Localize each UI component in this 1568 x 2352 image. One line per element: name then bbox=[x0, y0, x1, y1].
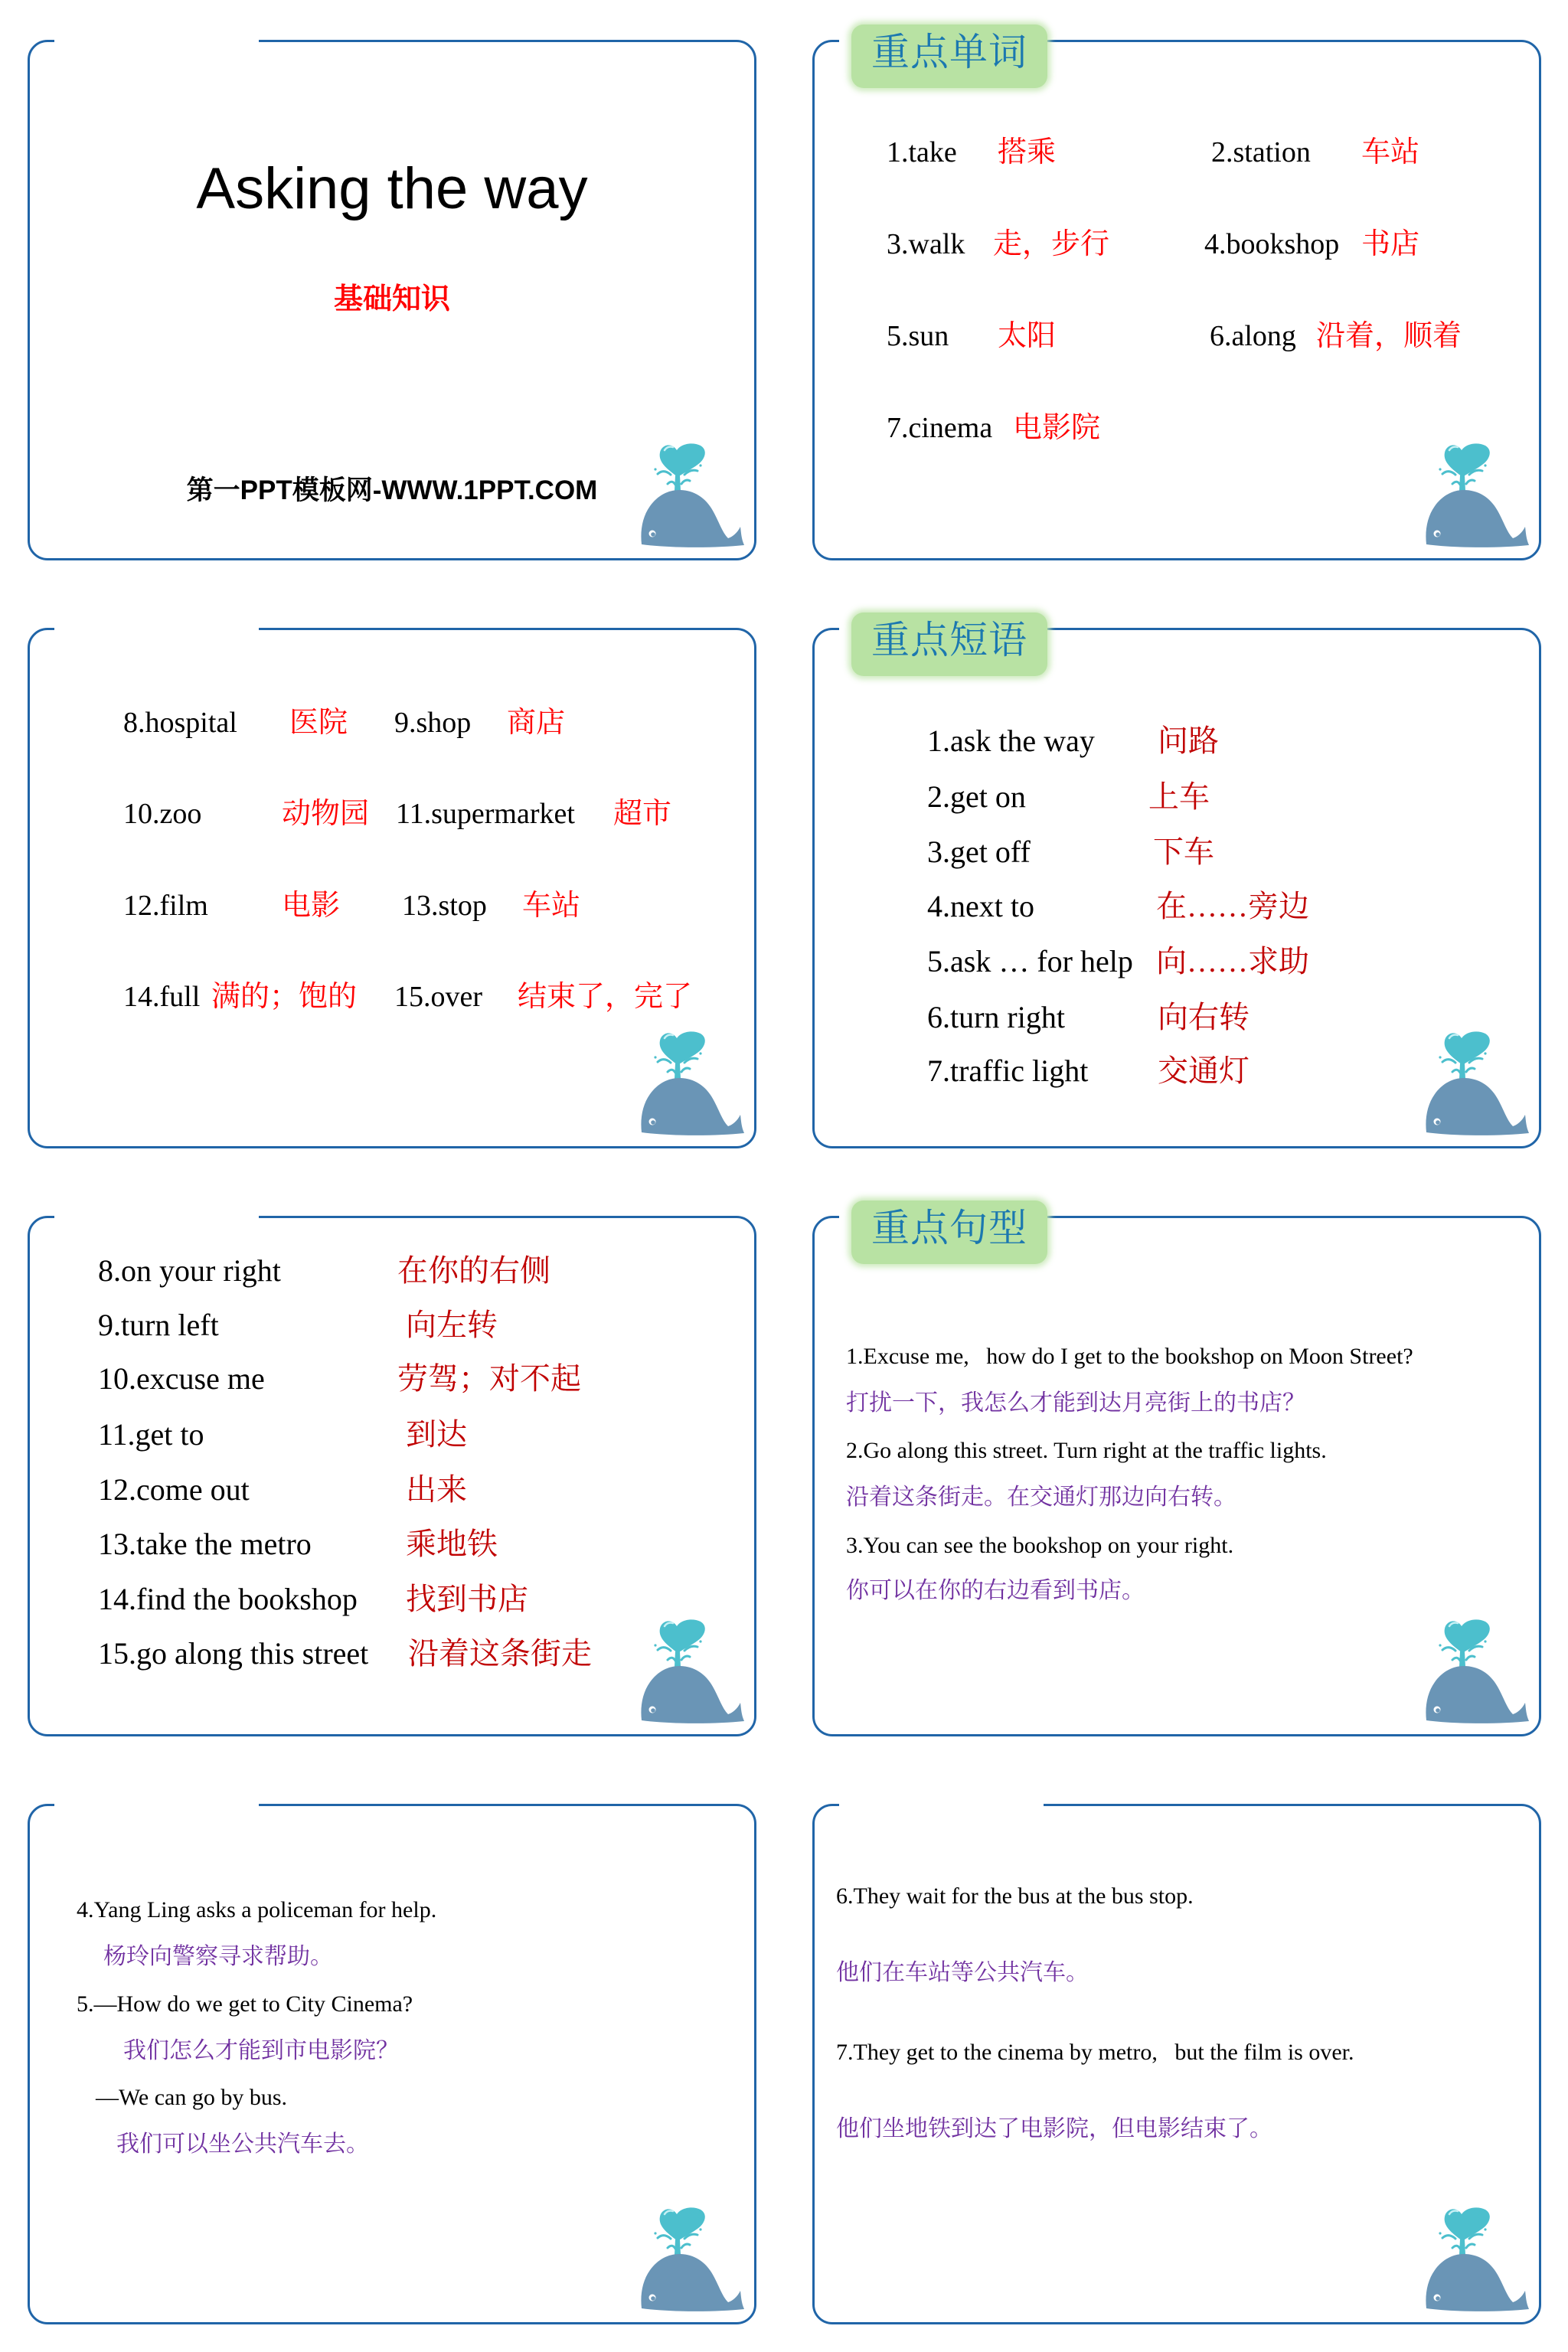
vocab-en: 12.film bbox=[123, 890, 208, 922]
phrase-zh: 在……旁边 bbox=[1156, 889, 1309, 923]
slide-key-sentences-3 bbox=[812, 1804, 1541, 2324]
phrase-zh: 向右转 bbox=[1158, 1000, 1250, 1034]
phrase-en: 5.ask … for help bbox=[927, 944, 1133, 978]
vocab-en: 8.hospital bbox=[123, 707, 237, 739]
sentence-zh: 我们可以坐公共汽车去。 bbox=[116, 2132, 369, 2157]
whale-icon bbox=[1424, 2204, 1531, 2319]
vocab-en: 14.full bbox=[123, 981, 201, 1013]
vocab-zh: 太阳 bbox=[998, 320, 1057, 352]
vocab-en: 11.supermarket bbox=[396, 798, 575, 830]
vocab-zh: 满的；饱的 bbox=[211, 981, 358, 1013]
slide-key-words-1 bbox=[812, 31, 1541, 560]
phrase-en: 13.take the metro bbox=[98, 1527, 312, 1561]
slide-key-phrases-2 bbox=[28, 1216, 756, 1736]
whale-icon bbox=[639, 1616, 746, 1731]
sentence-en: 4.Yang Ling asks a policeman for help. bbox=[77, 1897, 437, 1922]
frame-gap bbox=[54, 37, 259, 44]
slide-title bbox=[28, 40, 756, 560]
vocab-zh: 超市 bbox=[613, 798, 672, 830]
frame-gap bbox=[839, 1801, 1044, 1808]
phrase-en: 1.ask the way bbox=[927, 724, 1095, 758]
vocab-en: 7.cinema bbox=[887, 412, 993, 444]
vocab-en: 1.take bbox=[887, 136, 957, 168]
deck-title: Asking the way bbox=[196, 156, 588, 221]
frame-gap bbox=[54, 1213, 259, 1220]
slide-key-sentences-2 bbox=[28, 1804, 756, 2324]
whale-icon bbox=[639, 1028, 746, 1143]
sentence-zh: 他们在车站等公共汽车。 bbox=[836, 1960, 1089, 1985]
vocab-zh: 商店 bbox=[507, 707, 566, 739]
phrase-en: 3.get off bbox=[927, 835, 1031, 869]
phrase-zh: 上车 bbox=[1148, 779, 1210, 814]
phrase-zh: 乘地铁 bbox=[406, 1527, 498, 1561]
phrase-zh: 在你的右侧 bbox=[397, 1253, 550, 1288]
whale-icon bbox=[639, 440, 746, 555]
phrase-zh: 下车 bbox=[1153, 835, 1214, 869]
phrase-zh: 向……求助 bbox=[1156, 944, 1309, 978]
phrase-en: 14.find the bookshop bbox=[98, 1582, 358, 1616]
sentence-en: 3.You can see the bookshop on your right. bbox=[846, 1533, 1234, 1558]
sentence-en: 1.Excuse me, how do I get to the bookshop on Moon Street? bbox=[846, 1344, 1413, 1369]
vocab-zh: 动物园 bbox=[282, 798, 370, 830]
frame-gap bbox=[54, 625, 259, 632]
sentence-en: 2.Go along this street. Turn right at the traffic lights. bbox=[846, 1438, 1327, 1463]
vocab-zh: 电影院 bbox=[1013, 412, 1101, 444]
vocab-zh: 车站 bbox=[1361, 136, 1420, 168]
vocab-en: 6.along bbox=[1210, 320, 1296, 352]
phrase-en: 11.get to bbox=[98, 1417, 204, 1452]
sentence-zh: 杨玲向警察寻求帮助。 bbox=[103, 1944, 333, 1969]
slide-key-sentences-1 bbox=[812, 1207, 1541, 1736]
vocab-zh: 书店 bbox=[1361, 228, 1420, 260]
phrase-zh: 找到书店 bbox=[406, 1582, 528, 1616]
vocab-zh: 沿着，顺着 bbox=[1316, 320, 1462, 352]
vocab-en: 15.over bbox=[394, 981, 483, 1013]
vocab-en: 2.station bbox=[1211, 136, 1311, 168]
vocab-en: 4.bookshop bbox=[1204, 228, 1340, 260]
phrase-zh: 到达 bbox=[406, 1417, 467, 1452]
frame-gap bbox=[54, 1801, 259, 1808]
phrase-en: 12.come out bbox=[98, 1472, 250, 1507]
sentence-en: —We can go by bus. bbox=[96, 2085, 288, 2110]
sentence-zh: 你可以在你的右边看到书店。 bbox=[846, 1578, 1145, 1603]
vocab-en: 10.zoo bbox=[123, 798, 202, 830]
phrase-en: 4.next to bbox=[927, 889, 1034, 923]
phrase-zh: 沿着这条街走 bbox=[408, 1636, 592, 1671]
phrase-en: 6.turn right bbox=[927, 1000, 1065, 1034]
phrase-en: 7.traffic light bbox=[927, 1054, 1089, 1088]
phrase-en: 9.turn left bbox=[98, 1308, 219, 1342]
vocab-zh: 走，步行 bbox=[993, 228, 1110, 260]
deck-subtitle: 基础知识 bbox=[333, 283, 450, 315]
section-label: 重点句型 bbox=[851, 1200, 1047, 1264]
sentence-zh: 打扰一下，我怎么才能到达月亮街上的书店？ bbox=[846, 1390, 1305, 1416]
slide-key-phrases-1 bbox=[812, 619, 1541, 1148]
phrase-zh: 向左转 bbox=[406, 1308, 498, 1342]
phrase-en: 15.go along this street bbox=[98, 1636, 369, 1671]
phrase-en: 8.on your right bbox=[98, 1253, 281, 1288]
phrase-zh: 问路 bbox=[1158, 724, 1219, 758]
vocab-en: 9.shop bbox=[394, 707, 472, 739]
whale-icon bbox=[639, 2204, 746, 2319]
deck-footer: 第一PPT模板网-WWW.1PPT.COM bbox=[186, 475, 598, 505]
vocab-zh: 电影 bbox=[282, 890, 341, 922]
vocab-zh: 车站 bbox=[522, 890, 581, 922]
sentence-en: 7.They get to the cinema by metro, but the film is over. bbox=[836, 2040, 1354, 2065]
phrase-en: 2.get on bbox=[927, 779, 1026, 814]
phrase-zh: 出来 bbox=[406, 1472, 467, 1507]
phrase-en: 10.excuse me bbox=[98, 1361, 265, 1396]
sentence-zh: 我们怎么才能到市电影院？ bbox=[123, 2038, 399, 2063]
vocab-en: 13.stop bbox=[402, 890, 487, 922]
sentence-en: 6.They wait for the bus at the bus stop. bbox=[836, 1883, 1194, 1909]
whale-icon bbox=[1424, 1028, 1531, 1143]
sentence-en: 5.—How do we get to City Cinema? bbox=[77, 1991, 413, 2017]
vocab-zh: 搭乘 bbox=[998, 136, 1057, 168]
vocab-zh: 结束了，完了 bbox=[518, 981, 693, 1013]
section-label: 重点单词 bbox=[851, 24, 1047, 88]
section-label: 重点短语 bbox=[851, 612, 1047, 676]
sentence-zh: 他们坐地铁到达了电影院，但电影结束了。 bbox=[836, 2116, 1272, 2141]
vocab-en: 3.walk bbox=[887, 228, 965, 260]
slide-key-words-2 bbox=[28, 628, 756, 1148]
sentence-zh: 沿着这条街走。在交通灯那边向右转。 bbox=[846, 1485, 1236, 1510]
phrase-zh: 劳驾；对不起 bbox=[397, 1361, 581, 1396]
whale-icon bbox=[1424, 440, 1531, 555]
vocab-zh: 医院 bbox=[289, 707, 348, 739]
vocab-en: 5.sun bbox=[887, 320, 949, 352]
phrase-zh: 交通灯 bbox=[1158, 1054, 1250, 1088]
whale-icon bbox=[1424, 1616, 1531, 1731]
